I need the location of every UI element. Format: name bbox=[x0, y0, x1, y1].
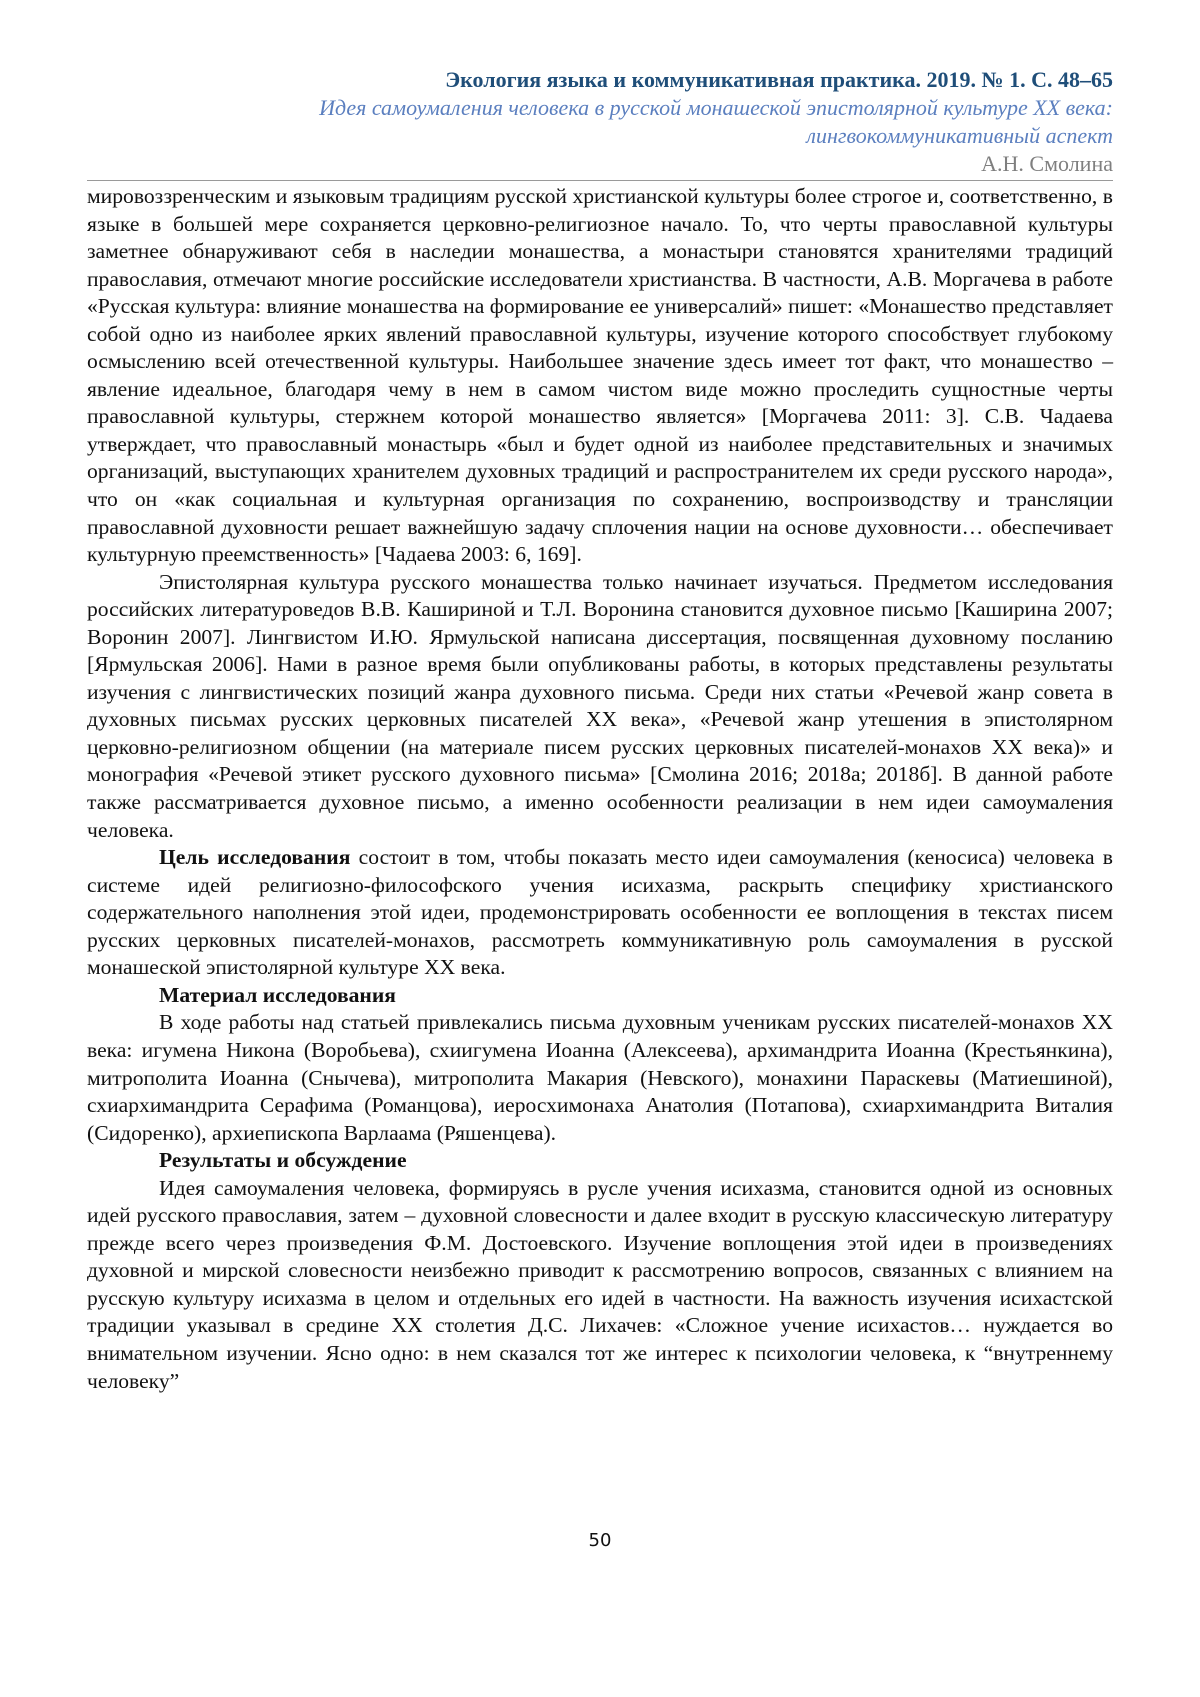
author-name: А.Н. Смолина bbox=[981, 151, 1113, 176]
paragraph-results: Идея самоумаления человека, формируясь в русле учения исихазма, становится одной из основных идей русского православия, затем – духовной словесности и далее входит в русскую классическую литературу прежде всего через произведения Ф.М. Достоевского. Изучение воплощения этой идеи в произведениях духовной и мирской словесности неизбежно приводит к рассмотрению вопросов, связанных с влиянием на русскую культуру исихазма в целом и отдельных его идей в частности. На важность изучения исихастской традиции указывал в средине XX столетия Д.С. Лихачев: «Сложное учение исихастов… нуждается во внимательном изучении. Ясно одно: в нем сказался тот же интерес к психологии человека, к “внутреннему человеку” bbox=[87, 1175, 1113, 1393]
paragraph-research-goal bbox=[87, 844, 1113, 982]
article-body bbox=[87, 183, 1113, 1395]
article-title-line-2: лингвокоммуникативный аспект bbox=[806, 123, 1113, 148]
section-heading-results: Результаты и обсуждение bbox=[159, 1148, 407, 1173]
section-heading-material: Материал исследования bbox=[159, 982, 396, 1007]
article-title-line-1: Идея самоумаления человека в русской монашеской эпистолярной культуре XX века: bbox=[319, 95, 1113, 120]
page-number: 50 bbox=[588, 1530, 612, 1551]
research-goal-text: состоит в том, чтобы показать место идеи самоумаления (кеносиса) человека в системе идей религиозно-философского учения исихазма, раскрыть специфику христианского содержательного наполнения этой идеи, продемонстрировать особенности ее воплощения в текстах писем русских церковных писателей-монахов, рассмотреть коммуникативную роль самоумаления в русской монашеской эпистолярной культуре XX века. bbox=[87, 845, 1113, 980]
paragraph-continuation: мировоззренческим и языковым традициям русской христианской культуры более строгое и, соответственно, в языке в большей мере сохраняется церковно-религиозное начало. То, что черты православной культуры заметнее обнаруживают себя в наследии монашества, а монастыри становятся хранителями традиций православия, отмечают многие российские исследователи христианства. В частности, А.В. Моргачева в работе «Русская культура: влияние монашества на формирование ее универсалий» пишет: «Монашество представляет собой одно из наиболее ярких явлений православной культуры, изучение которого способствует глубокому осмыслению всей отечественной культуры. Наибольшее значение здесь имеет тот факт, что монашество – явление идеальное, благодаря чему в нем в самом чистом виде можно проследить сущностные черты православной культуры, стержнем которой монашество является» [Моргачева 2011: 3]. С.В. Чадаева утверждает, что православный монастырь «был и будет одной из наиболее представительных и значимых организаций, выступающих хранителем духовных традиций и распространителем их среди русского народа», что он «как социальная и культурная организация по сохранению, воспроизводству и трансляции православной духовности решает важнейшую задачу сплочения нации на основе духовности… обеспечивает культурную преемственность» [Чадаева 2003: 6, 169]. bbox=[87, 184, 1113, 567]
journal-citation: Экология языка и коммуникативная практика. 2019. № 1. С. 48–65 bbox=[445, 67, 1113, 92]
running-header bbox=[319, 66, 1113, 178]
paragraph-epistolary-culture: Эпистолярная культура русского монашества только начинает изучаться. Предметом исследования российских литературоведов В.В. Кашириной и Т.Л. Воронина становится духовное письмо [Каширина 2007; Воронин 2007]. Лингвистом И.Ю. Ярмульской написана диссертация, посвященная духовному посланию [Ярмульская 2006]. Нами в разное время были опубликованы работы, в которых представлены результаты изучения с лингвистических позиций жанра духовного письма. Среди них статьи «Речевой жанр совета в духовных письмах русских церковных писателей XX века», «Речевой жанр утешения в эпистолярном церковно-религиозном общении (на материале писем русских церковных писателей-монахов XX века)» и монография «Речевой этикет русского духовного письма» [Смолина 2016; 2018а; 2018б]. В данной работе также рассматривается духовное письмо, а именно особенности реализации в нем идеи самоумаления человека. bbox=[87, 569, 1113, 842]
header-rule bbox=[87, 180, 1113, 181]
page bbox=[87, 0, 1113, 1697]
paragraph-material: В ходе работы над статьей привлекались письма духовным ученикам русских писателей-монахов XX века: игумена Никона (Воробьева), схиигумена Иоанна (Алексеева), архимандрита Иоанна (Крестьянкина), митрополита Иоанна (Снычева), митрополита Макария (Невского), монахини Параскевы (Матиешиной), схиархимандрита Серафима (Романцова), иеросхимонаха Анатолия (Потапова), схиархимандрита Виталия (Сидоренко), архиепископа Варлаама (Ряшенцева). bbox=[87, 1010, 1113, 1145]
research-goal-label: Цель исследования bbox=[159, 845, 351, 870]
